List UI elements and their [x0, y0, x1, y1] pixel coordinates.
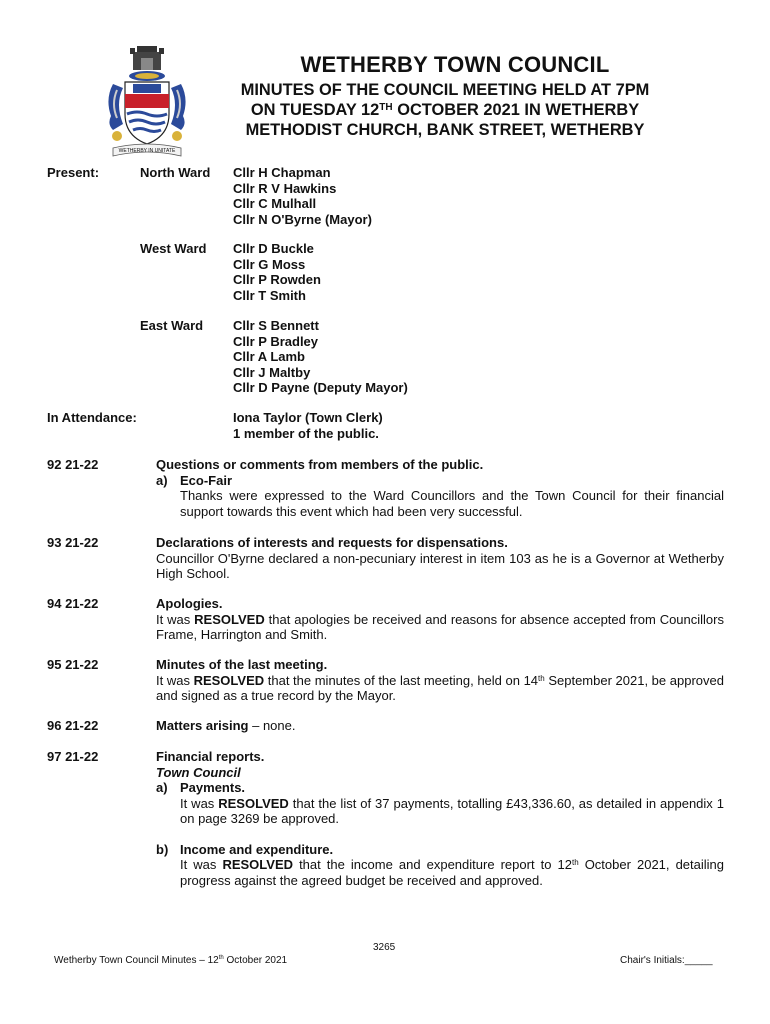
member: Cllr J Maltby	[233, 364, 311, 380]
member: Cllr R V Hawkins	[233, 180, 337, 196]
item-97-b-mid: that the income and expenditure report to 12	[293, 857, 572, 872]
member: Cllr P Bradley	[233, 333, 319, 349]
subtitle-line-2	[190, 100, 700, 120]
subtitle-line-1: MINUTES OF THE COUNCIL MEETING HELD AT 7PM	[240, 81, 650, 99]
member: Cllr S Bennett	[233, 318, 319, 333]
attendance-list	[233, 410, 383, 441]
member: Cllr C Mulhall	[233, 196, 317, 211]
chair-initials: Chair's Initials:_____	[620, 955, 713, 966]
subtitle-line-2-sup: TH	[379, 102, 393, 113]
item-94-resolved: RESOLVED	[194, 611, 265, 627]
item-97-a-text	[180, 796, 724, 827]
item-number-95: 95 21-22	[47, 657, 99, 672]
member: Cllr D Payne (Deputy Mayor)	[233, 380, 408, 395]
subtitle-line-2-pre: ON TUESDAY 12	[250, 101, 380, 119]
item-97-b-pre: It was	[180, 857, 223, 872]
item-96	[156, 718, 724, 734]
footer-left-sup: th	[218, 955, 224, 961]
ward-members-west	[233, 241, 321, 303]
ward-members-north	[233, 165, 372, 227]
item-97-b-title: Income and expenditure.	[180, 841, 334, 857]
item-94-text	[156, 612, 724, 643]
item-97-sub-b	[156, 842, 724, 858]
ward-name-west: West Ward	[140, 241, 207, 256]
item-number-93: 93 21-22	[47, 535, 99, 550]
ward-name-east: East Ward	[140, 318, 204, 333]
member: Cllr H Chapman	[233, 165, 331, 180]
item-94-title: Apologies.	[156, 596, 223, 611]
item-95-post: September 2021, be approved and signed as a true record by the Mayor.	[156, 672, 724, 703]
member: Cllr D Buckle	[233, 241, 314, 256]
item-number-94: 94 21-22	[47, 596, 99, 611]
item-95-text	[156, 673, 724, 704]
item-97-b-resolved: RESOLVED	[222, 857, 294, 872]
meeting-subtitle	[190, 80, 700, 140]
ward-members-east	[233, 318, 408, 396]
item-96-title: Matters arising	[156, 718, 249, 733]
crest-motto: WETHERBY IN UNITATE	[118, 148, 176, 154]
item-97-b-post: October 2021, detailing progress against the agreed budget be received and approved.	[180, 857, 724, 888]
member: Cllr G Moss	[233, 256, 306, 272]
item-95-title: Minutes of the last meeting.	[156, 657, 328, 672]
item-95	[156, 657, 724, 704]
ward-name-north: North Ward	[140, 165, 211, 180]
item-number-96: 96 21-22	[47, 718, 99, 733]
item-94-post: that apologies be received and reasons for absence accepted from Councillors Frame, Harrington and Smith.	[156, 611, 724, 642]
item-97-a-post: that the list of 37 payments, totalling £43,336.60, as detailed in appendix 1 on page 3269 be approved.	[180, 795, 724, 826]
item-94-pre: It was	[156, 611, 195, 627]
item-92-title: Questions or comments from members of the public.	[156, 457, 484, 472]
subtitle-line-2-post: OCTOBER 2021 IN WETHERBY	[392, 101, 640, 119]
footer-left-pre: Wetherby Town Council Minutes – 12	[54, 955, 219, 966]
item-97-a-title: Payments.	[180, 780, 246, 795]
item-97-a-resolved: RESOLVED	[218, 795, 289, 811]
item-number-97: 97 21-22	[47, 749, 99, 764]
attendance-label: In Attendance:	[47, 410, 137, 425]
member: Cllr N O'Byrne (Mayor)	[233, 211, 372, 227]
page-number: 3265	[373, 942, 396, 953]
attendee: 1 member of the public.	[233, 425, 379, 441]
item-number-92: 92 21-22	[47, 457, 99, 472]
item-97-b-letter: b)	[156, 841, 169, 857]
item-95-pre: It was	[156, 672, 194, 688]
present-label: Present:	[47, 165, 100, 180]
item-95-resolved: RESOLVED	[193, 672, 265, 688]
item-95-sup: th	[538, 673, 545, 683]
attendee: Iona Taylor (Town Clerk)	[233, 410, 383, 425]
member: Cllr P Rowden	[233, 272, 321, 287]
item-94	[156, 596, 724, 643]
item-92-sub-a	[156, 473, 724, 489]
item-92-text: Thanks were expressed to the Ward Councillors and the Town Council for their financial support towards this event which had been very successful.	[180, 488, 724, 519]
member: Cllr T Smith	[233, 287, 306, 303]
item-93-title: Declarations of interests and requests for dispensations.	[156, 535, 508, 550]
spacer	[156, 827, 724, 842]
subtitle-line-3: METHODIST CHURCH, BANK STREET, WETHERBY	[245, 121, 645, 139]
item-95-mid: that the minutes of the last meeting, held on 14	[264, 672, 539, 688]
item-97-b-text	[180, 857, 724, 888]
item-97-a-letter: a)	[156, 780, 168, 795]
town-crest-icon	[103, 44, 191, 162]
item-97	[156, 749, 724, 888]
item-97-sub-a	[156, 780, 724, 796]
item-96-text: – none.	[248, 718, 296, 733]
item-93-text: Councillor O'Byrne declared a non-pecuniary interest in item 103 as he is a Governor at Wetherby High School.	[156, 550, 724, 581]
footer-doc-title	[54, 955, 287, 966]
item-92-sub-title: Eco-Fair	[180, 472, 233, 488]
item-97-a-pre: It was	[180, 795, 219, 811]
item-92-sub-letter: a)	[156, 472, 168, 488]
footer-left-post: October 2021	[223, 955, 288, 966]
item-93	[156, 535, 724, 582]
item-97-b-sup: th	[571, 858, 579, 867]
item-97-subtitle: Town Council	[156, 764, 241, 780]
member: Cllr A Lamb	[233, 349, 305, 364]
page-title: WETHERBY TOWN COUNCIL	[300, 52, 610, 77]
item-97-title: Financial reports.	[156, 749, 265, 764]
item-92	[156, 457, 724, 519]
